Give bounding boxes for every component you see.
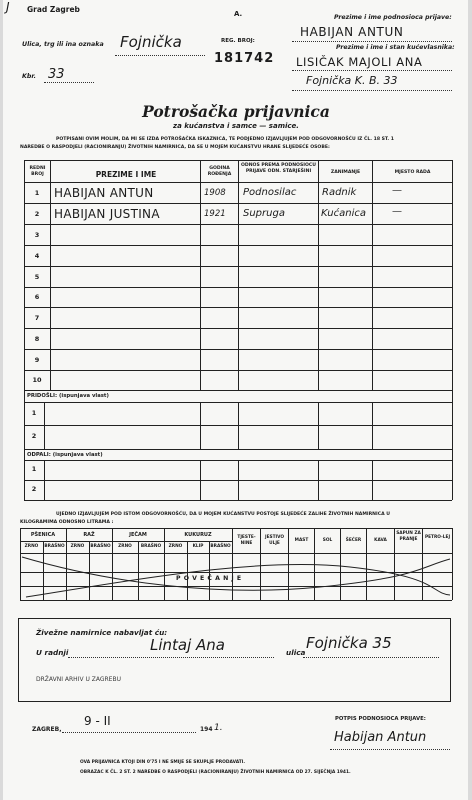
person-work: — (392, 206, 402, 217)
stock-sub: ZRNO (24, 544, 39, 549)
row-line-5 (24, 287, 452, 288)
shop-label: U radnji (36, 648, 69, 657)
stock-group-line (20, 541, 232, 542)
stock-group: PŠENICA (30, 532, 56, 538)
stock-sub: ZRNO (118, 544, 132, 549)
stock-single: SOL (322, 538, 333, 543)
signature: Habijan Antun (334, 730, 427, 745)
header-occupation: ZANIMANJE (330, 170, 361, 175)
stock-top (20, 528, 452, 529)
stock-sub: BRAŠNO (210, 544, 231, 549)
departures-label: ODPALI: (ispunjava vlast) (27, 452, 103, 458)
shop-underline (68, 657, 274, 658)
signature-underline (330, 749, 450, 750)
stock-intro-line-1: UJEDNO IZJAVLJUJEM POD ISTOM ODGOVORNOŠĆU, DA U MOJEM KUĆANSTVU POSTOJE SLIJEDEĆE ZALIHE ŽIVOTNIH NAMIRNICA U (56, 512, 390, 517)
stock-group: JEČAM (129, 532, 147, 538)
stock-group: KUKURUZ (184, 532, 212, 538)
stock-sub: BRAŠNO (44, 544, 65, 549)
person-year: 1921 (204, 209, 226, 219)
departures-row-number: 1 (31, 465, 37, 473)
row-number: 5 (34, 273, 40, 281)
owner-value: LISIČAK MAJOLI ANA (296, 55, 423, 69)
row-line-6 (24, 307, 452, 308)
stock-single: ŠEĆER (345, 538, 362, 543)
person-relation: Podnosilac (243, 187, 297, 198)
house-underline (44, 82, 94, 83)
arrivals-row-number: 2 (31, 432, 37, 440)
stock-single: PETRO-LEJ (424, 535, 451, 540)
street-label: Ulica, trg ili ina oznaka (22, 41, 104, 48)
stock-single: MAST (294, 538, 309, 543)
header-name: PREZIME I IME (95, 170, 157, 179)
street-underline (115, 55, 205, 56)
row-number: 2 (34, 210, 40, 218)
stock-right (452, 528, 453, 600)
col-divider-year (238, 160, 239, 390)
person-relation: Supruga (243, 208, 285, 219)
shop-street-value: Fojnička 35 (306, 634, 392, 652)
archive-stamp: DRŽAVNI ARHIV U ZAGREBU (36, 676, 121, 683)
shop-street-label: ulica (286, 648, 306, 657)
row-line-2 (24, 224, 452, 225)
place-label: ZAGREB, (32, 726, 62, 733)
stock-single: SAPUN ZA PRANJE (396, 531, 421, 542)
row-number: 7 (34, 314, 40, 322)
intro-line-1: POTPISANI OVIM MOLIM, DA MI SE IZDA POTROŠAČKA ISKAZNICA, TE PODJEDNO IZJAVLJUJEM POD ODGOVORNOŠĆU IZ ČL. 18 ST. 1 (56, 137, 394, 142)
signature-label: POTPIS PODNOSIOCA PRIJAVE: (335, 716, 426, 722)
applicant-value: HABIJAN ANTUN (300, 25, 404, 39)
footer-note-2: OBRAZAC K ČL. 2 ST. 2 NAREDBE O RASPODJELI (RACIONIRANJU) ŽIVOTNIH NAMIRNICA OD 27. SIJEČNJA 1941. (80, 770, 351, 775)
persons-table-right (452, 160, 453, 500)
departures-line-b (24, 480, 452, 481)
stock-bottom (20, 600, 452, 601)
city-label: Grad Zagreb (27, 5, 80, 14)
shop-street-underline (303, 657, 439, 658)
reg-number: 181742 (214, 51, 275, 66)
applicant-underline (292, 41, 452, 42)
reg-label: REG. BROJ: (221, 38, 255, 44)
col-divider-name (200, 160, 201, 390)
person-work: — (392, 185, 402, 196)
left-scan-edge (0, 0, 3, 800)
year-suffix: 1. (214, 723, 223, 733)
header-work: MJESTO RADA (394, 170, 431, 175)
person-year: 1908 (204, 188, 226, 198)
owner-address-underline (292, 90, 452, 91)
intro-line-2: NAREDBE O RASPODJELI (RACIONIRANJU) ŽIVOTNIH NAMIRNICA, DA SE U MOJEM KUĆANSTVU HRANE SLIJEDEĆE OSOBE: (20, 145, 330, 150)
date-underline (62, 732, 196, 733)
row-number: 6 (34, 293, 40, 301)
row-line-9 (24, 370, 452, 371)
header-no: REDNI BROJ (29, 166, 46, 177)
form-title: Potrošačka prijavnica (142, 102, 330, 121)
col-divider-relation (318, 160, 319, 390)
stock-single: JESTIVO ULJE (264, 535, 285, 546)
row-number: 9 (34, 356, 40, 364)
stock-sub: BRAŠNO (140, 544, 162, 549)
owner-label: Prezime i ime i stan kućevlasnika: (336, 44, 455, 51)
arrivals-bottom (24, 449, 452, 450)
row-number: 10 (32, 376, 42, 384)
row-line-4 (24, 266, 452, 267)
house-number-label: Kbr. (22, 73, 36, 80)
purchase-label: Živežne namirnice nabavljat ću: (36, 628, 168, 637)
owner-address: Fojnička K. B. 33 (306, 74, 398, 87)
stock-intro-line-2: KILOGRAMIMA ODNOSNO LITRAMA : (20, 520, 114, 525)
right-scan-edge (468, 0, 472, 800)
arrivals-label: PRIDOŠLI: (ispunjava vlast) (27, 393, 109, 399)
departures-row-number: 2 (31, 485, 37, 493)
person-occupation: Kućanica (321, 208, 366, 219)
header-bottom (24, 182, 452, 183)
row-line-8 (24, 349, 452, 350)
stock-group: RAŽ (83, 532, 95, 538)
row-number: 8 (34, 335, 40, 343)
person-name: HABIJAN ANTUN (54, 186, 154, 200)
row-line-3 (24, 245, 452, 246)
header-relation: ODNOS PREMA PODNOSIOCU PRIJAVE ODN. STARJEŠINI (240, 163, 316, 174)
form-subtitle: za kućanstva i samce — samice. (173, 122, 299, 130)
arrivals-line-b (24, 425, 452, 426)
year-prefix: 194 (200, 726, 213, 733)
stock-sub: BRAŠNO (90, 544, 111, 549)
form-letter: A. (234, 10, 243, 18)
applicant-label: Prezime i ime podnosioca prijave: (334, 14, 452, 21)
stock-sub: ZRNO (168, 544, 183, 549)
owner-underline (292, 70, 452, 71)
row-number: 1 (34, 189, 40, 197)
row-number: 3 (34, 231, 40, 239)
footer-note-1: OVA PRIJAVNICA KTOJI DIN 0'75 I NE SMIJE SE SKUPLJE PRODAVATI. (80, 760, 246, 765)
street-value: Fojnička (120, 33, 182, 51)
house-number-value: 33 (48, 67, 65, 82)
stock-cancel-strike (20, 553, 452, 600)
row-line-10 (24, 390, 452, 391)
col-divider-occupation (372, 160, 373, 390)
person-name: HABIJAN JUSTINA (54, 207, 160, 221)
persons-table-bottom (24, 500, 452, 501)
stock-single: KAVA (374, 538, 387, 543)
row-line-1 (24, 203, 452, 204)
stock-watermark: P O V E Ć A N J E (176, 575, 242, 582)
col-divider-no (50, 160, 51, 390)
stock-single: TJESTE-NINE (237, 535, 256, 546)
stock-sub: ZRNO (70, 544, 85, 549)
row-number: 4 (34, 252, 40, 260)
row-line-7 (24, 328, 452, 329)
arrivals-row-number: 1 (31, 409, 37, 417)
stock-sub: KLIP (192, 544, 204, 549)
header-year: GODINA ROĐENJA (207, 166, 232, 177)
person-occupation: Radnik (322, 187, 357, 198)
date-value: 9 - II (84, 714, 111, 728)
corner-scribble: J (6, 0, 10, 14)
shop-value: Lintaj Ana (150, 636, 225, 654)
